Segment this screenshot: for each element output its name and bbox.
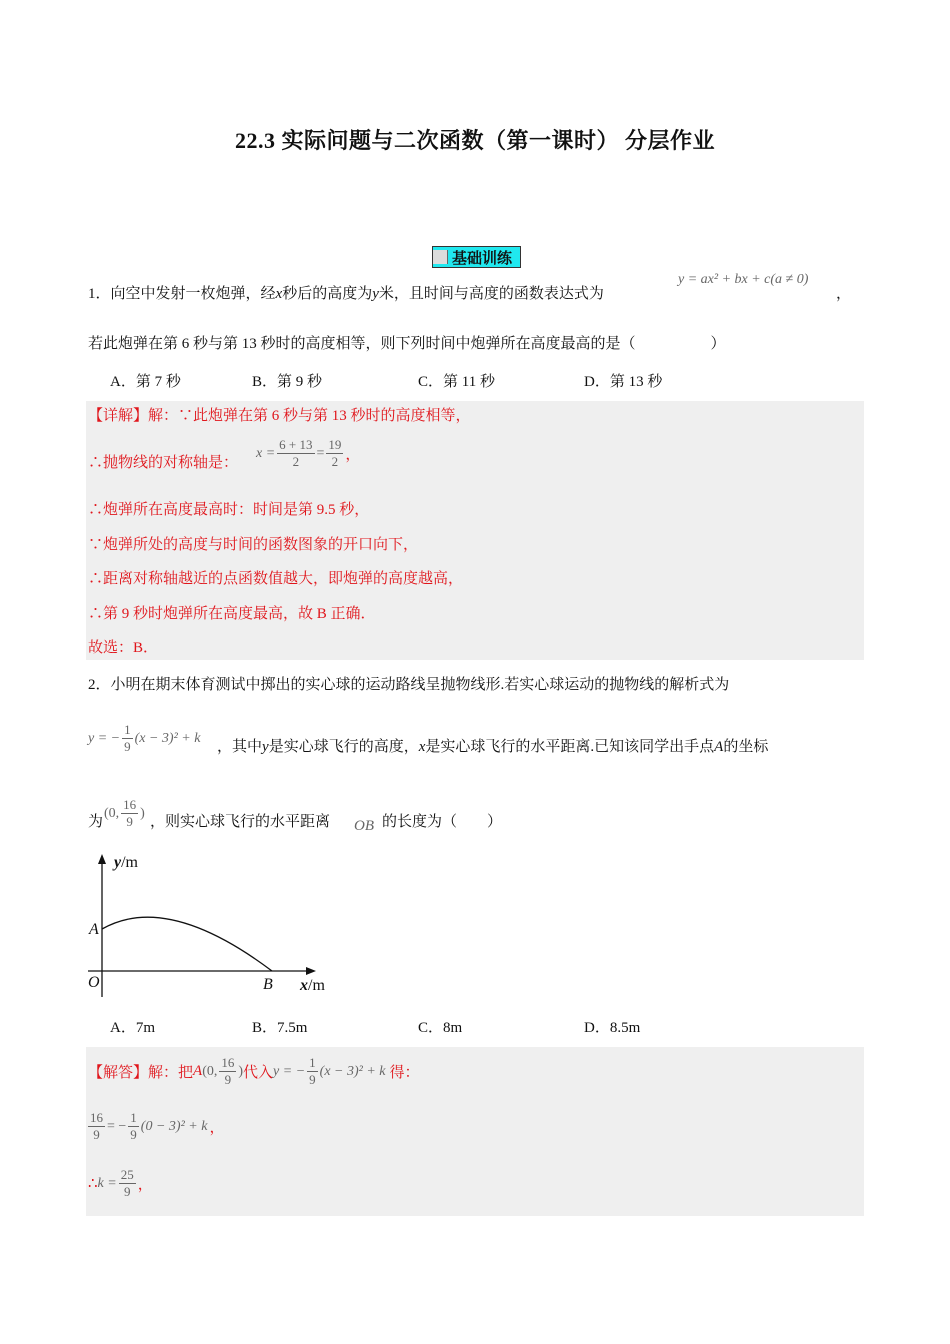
section-label (432, 246, 521, 268)
q1-sol-formula (256, 437, 360, 470)
y-axis-label (114, 854, 138, 872)
q1-sol-l3: ∴炮弹所在高度最高时：时间是第 9.5 秒， (88, 502, 370, 518)
q2-sol-l3 (88, 1167, 153, 1200)
frac-num: 16 (221, 1055, 235, 1070)
q2-sol-formula-post: (x − 3)² + k (319, 1063, 386, 1079)
q2-line1: 2．小明在期末体育测试中掷出的实心球的运动路线呈抛物线形.若实心球运动的抛物线的解析式为 (88, 677, 730, 693)
q1-text: 秒后的高度为 (282, 286, 373, 302)
q1-sol-eq: = (316, 445, 325, 461)
q2-line3-b: ，则实心球飞行的水平距离 (150, 814, 331, 830)
q2-formula (88, 722, 200, 755)
q1-formula: y = ax² + bx + c(a ≠ 0) (678, 272, 809, 287)
y-axis-unit: /m (121, 854, 138, 871)
frac-den: 2 (292, 454, 300, 469)
frac-num: 1 (124, 722, 131, 737)
x-axis-unit: /m (308, 977, 325, 994)
q1-sol-l7: 故选：B． (88, 640, 159, 656)
q2-point-post: ) (140, 805, 145, 821)
q1-line2: 若此炮弹在第 6 秒与第 13 秒时的高度相等，则下列时间中炮弹所在高度最高的是（ ） (88, 336, 726, 352)
frac-num: 25 (120, 1167, 134, 1182)
frac-num: 6 + 13 (279, 437, 313, 452)
frac-num: 16 (90, 1110, 103, 1125)
q2-formula-pre: y = − (88, 730, 121, 746)
q1-sol-x: x = (256, 445, 276, 461)
q2-solution (86, 1047, 864, 1216)
q1-text: 1．向空中发射一枚炮弹，经 (88, 286, 276, 302)
q2-sol-point-post: ) (238, 1063, 244, 1079)
x-axis-label (300, 977, 325, 995)
q1-sol-frac2 (326, 437, 343, 470)
x-axis-var: x (300, 977, 308, 994)
frac-num: 19 (328, 437, 342, 452)
q2-sol-point-pre: (0, (202, 1063, 218, 1079)
frac-den: 9 (309, 1072, 316, 1087)
q2-sol-l3-frac (119, 1167, 136, 1200)
q2-text: 是实心球飞行的高度， (268, 739, 419, 755)
q2-point (104, 797, 145, 830)
q2-sol-l3-end: ， (137, 1177, 153, 1193)
frac-num: 1 (130, 1110, 137, 1125)
x-axis-arrow-icon (306, 967, 316, 975)
parabola-curve (102, 917, 272, 971)
q1-option-a[interactable]: A．第 7 秒 (110, 374, 181, 390)
q2-var-y: y (262, 739, 269, 755)
q2-formula-frac (122, 722, 133, 755)
page-title: 22.3 实际问题与二次函数（第一课时） 分层作业 (234, 128, 715, 153)
q2-sol-l2-frac2 (128, 1110, 139, 1143)
q2-option-a[interactable]: A．7m (110, 1020, 156, 1036)
q1-sol-l4: ∵炮弹所处的高度与时间的函数图象的开口向下， (88, 537, 419, 553)
q2-sol-therefore: ∴ (88, 1176, 98, 1192)
q1-sol-l1: 【详解】解：∵此炮弹在第 6 秒与第 13 秒时的高度相等， (88, 408, 471, 424)
q2-sol-k: k = (97, 1175, 117, 1191)
q2-option-c[interactable]: C．8m (418, 1020, 463, 1036)
q1-var-x: x (275, 286, 283, 302)
q1-sol-l2-end: ， (345, 447, 361, 463)
q2-point-frac (121, 797, 138, 830)
q1-option-c[interactable]: C．第 11 秒 (418, 374, 495, 390)
frac-den: 9 (124, 739, 131, 754)
q1-solution (86, 401, 864, 660)
section-box-icon (433, 250, 448, 264)
q1-sol-l2-text: ∴抛物线的对称轴是： (88, 455, 239, 471)
q1-sol-l5: ∴距离对称轴越近的点函数值越大，即炮弹的高度越高， (88, 571, 464, 587)
q2-text: ，其中 (217, 739, 263, 755)
point-b-label: B (263, 976, 273, 993)
frac-den: 9 (93, 1127, 100, 1142)
q2-sol-l2-mid: = − (107, 1118, 127, 1134)
frac-num: 1 (309, 1055, 316, 1070)
q1-sol-l6: ∴第 9 秒时炮弹所在高度最高，故 B 正确． (88, 606, 376, 622)
q2-sol-var-a: A (193, 1063, 203, 1079)
q1-sol-l2 (88, 453, 238, 473)
q2-option-d[interactable]: D．8.5m (584, 1020, 641, 1036)
q2-sol-l2-end: ， (209, 1120, 225, 1136)
q1-var-y: y (372, 286, 379, 302)
q2-sol-text: 代入 (243, 1065, 274, 1081)
q2-sol-formula-frac (307, 1055, 318, 1088)
q1-option-b[interactable]: B．第 9 秒 (252, 374, 323, 390)
q2-option-b[interactable]: B．7.5m (252, 1020, 308, 1036)
frac-den: 9 (123, 1184, 131, 1199)
q1-line1-end: ， (836, 286, 852, 302)
q2-line3-a: 为 (88, 814, 104, 830)
q2-sol-text: 得： (389, 1065, 420, 1081)
q2-sol-l2-frac1 (88, 1110, 105, 1143)
q2-formula-post: (x − 3)² + k (134, 730, 201, 746)
q1-line1 (88, 284, 604, 304)
q2-sol-l1 (88, 1055, 420, 1088)
q2-graph (82, 852, 342, 1007)
q2-point-pre: (0, (104, 805, 120, 821)
q1-sol-frac1 (277, 437, 314, 470)
q2-text: 的坐标 (723, 739, 769, 755)
q2-var-ob: OB (354, 818, 374, 834)
frac-den: 9 (224, 1072, 232, 1087)
q2-sol-text: 【解答】解：把 (88, 1065, 194, 1081)
q2-sol-l2-post: (0 − 3)² + k (140, 1118, 208, 1134)
q1-text: 米，且时间与高度的函数表达式为 (378, 286, 604, 302)
point-a-label: A (89, 921, 99, 938)
y-axis-var: y (114, 854, 122, 871)
frac-num: 16 (123, 797, 137, 812)
q2-line2 (217, 737, 768, 757)
frac-den: 9 (130, 1127, 137, 1142)
q2-text: 是实心球飞行的水平距离.已知该同学出手点 (425, 739, 715, 755)
q2-line3-c: 的长度为（ ） (382, 814, 503, 830)
q2-var-a: A (714, 739, 724, 755)
section-label-text: 基础训练 (452, 250, 513, 267)
q2-sol-point-frac (219, 1055, 236, 1088)
y-axis-arrow-icon (98, 854, 106, 864)
origin-label: O (88, 974, 100, 991)
frac-den: 9 (126, 814, 133, 829)
frac-den: 2 (331, 454, 339, 469)
q2-var-x: x (418, 739, 426, 755)
q2-sol-formula-pre: y = − (273, 1063, 306, 1079)
q1-option-d[interactable]: D．第 13 秒 (584, 374, 663, 390)
q2-sol-l2 (86, 1110, 224, 1143)
